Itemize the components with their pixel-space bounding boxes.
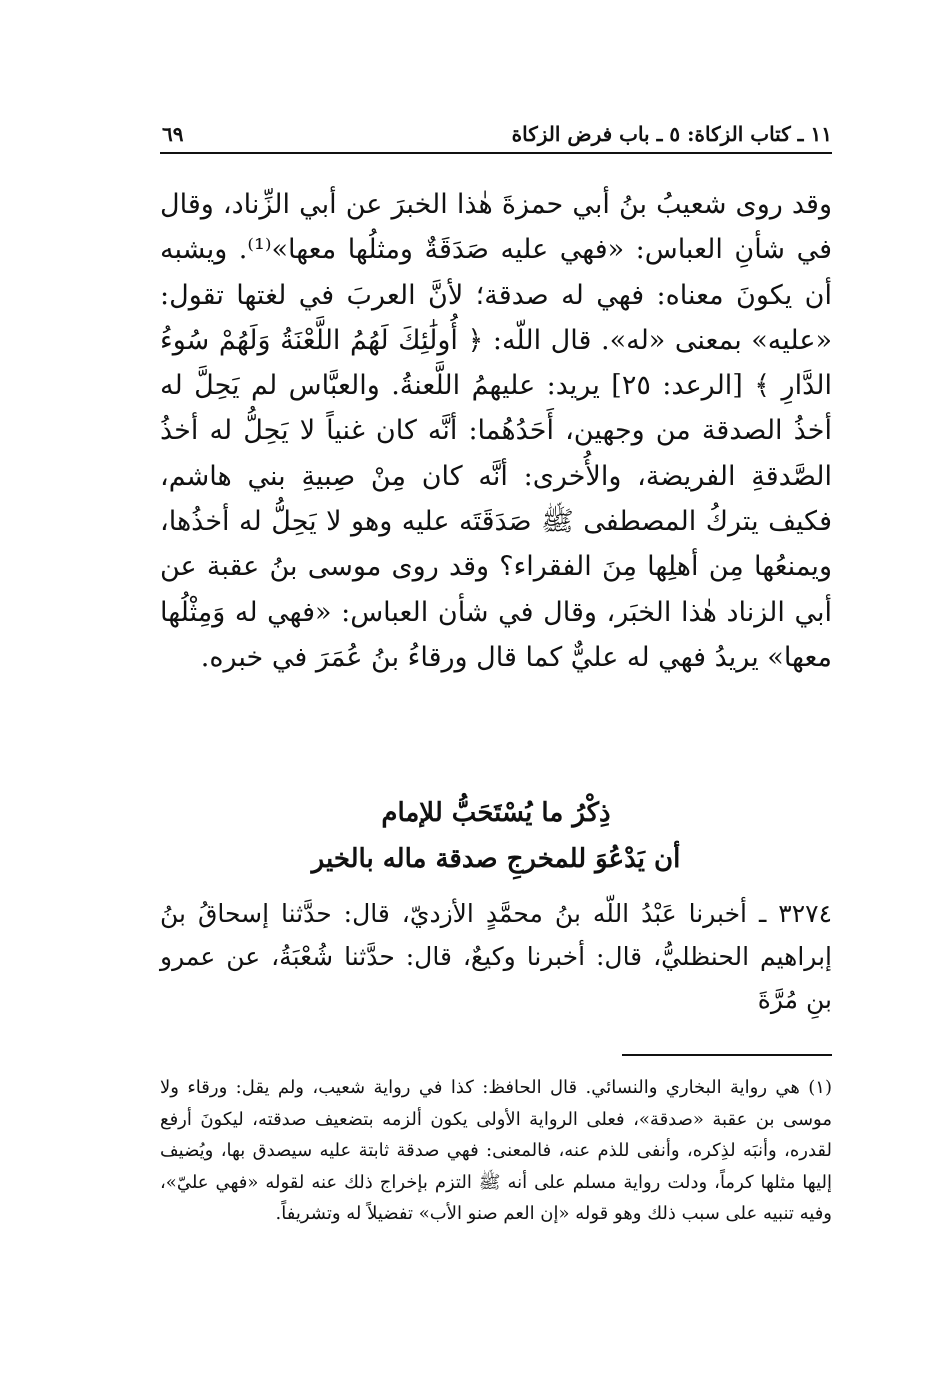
main-paragraph: وقد روى شعيبُ بنُ أبي حمزةَ هٰذا الخبرَ عن أبي الزِّناد، وقال في شأنِ العباس: «فهي عليه صَدَقَةٌ ومثلُها معها»⁽¹⁾. ويشبه أن يكونَ معناه: فهي له صدقة؛ لأنَّ العربَ في لغتها تقول: «عليه» بمعنى «له». قال اللّه: ﴿ أُولَٰئِكَ لَهُمُ اللَّعْنَةُ وَلَهُمْ سُوءُ الدَّارِ ﴾ [الرعد: ٢٥] يريد: عليهمُ اللَّعنةُ. والعبَّاس لم يَحِلَّ له أخذُ الصدقة من وجهين، أَحَدُهُما: أنَّه كان غنياً لا يَحِلُّ له أخذُ الصَّدقةِ الفريضة، والأُخرى: أنَّه كان مِنْ صِبيةِ بني هاشم، فكيف يتركُ المصطفى ﷺ صَدَقَتَه عليه وهو لا يَحِلُّ له أخذُها، ويمنعُها مِن أهلِها مِنَ الفقراء؟ وقد روى موسى بنُ عقبة عن أبي الزناد هٰذا الخبَر، وقال في شأن العباس: «فهي له وَمِثْلُها معها» يريدُ فهي له عليٌّ كما قال ورقاءُ بنُ عُمَرَ في خبره.: [160, 189, 833, 673]
hadith-paragraph: ٣٢٧٤ ـ أخبرنا عَبْدُ اللّه بنُ محمَّدٍ الأزديّ، قال: حدَّثنا إسحاقُ بنُ إبراهيم الحنظليُّ، قال: أخبرنا وكيعٌ، قال: حدَّثنا شُعْبَةُ، عن عمرو بنِ مُرَّةَ: [160, 899, 832, 1014]
section-heading-line-2: أن يَدْعُوَ للمخرجِ صدقة ماله بالخير: [311, 844, 681, 874]
page-number: ٦٩: [162, 122, 184, 146]
running-title: ١١ ـ كتاب الزكاة: ٥ ـ باب فرض الزكاة: [511, 122, 832, 146]
section-heading-line-1: ذِكْرُ ما يُسْتَحَبُّ للإمام: [381, 798, 611, 828]
section-heading: [160, 790, 832, 882]
footnote-separator: [622, 1054, 832, 1056]
footnote: (١) هي رواية البخاري والنسائي. قال الحافظ: كذا في رواية شعيب، ولم يقل: ورقاء ولا موسى بن عقبة «صدقة»، فعلى الرواية الأولى يكون ألزمه بتضعيف صدقته، ليكونَ أرفع لقدره، وأنبَه لذِكره، وأنفى للذم عنه، فالمعنى: فهي صدقة ثابتة عليه سيصدق بها، ويُضيف إليها مثلها كرماً، ودلت رواية مسلم على أنه ﷺ التزم بإخراج ذلك عنه لقوله «فهي عليّ»، وفيه تنبيه على سبب ذلك وهو قوله «إن العم صنو الأب» تفضيلاً له وتشريفاً.: [160, 1077, 832, 1224]
page-header: [160, 112, 832, 154]
